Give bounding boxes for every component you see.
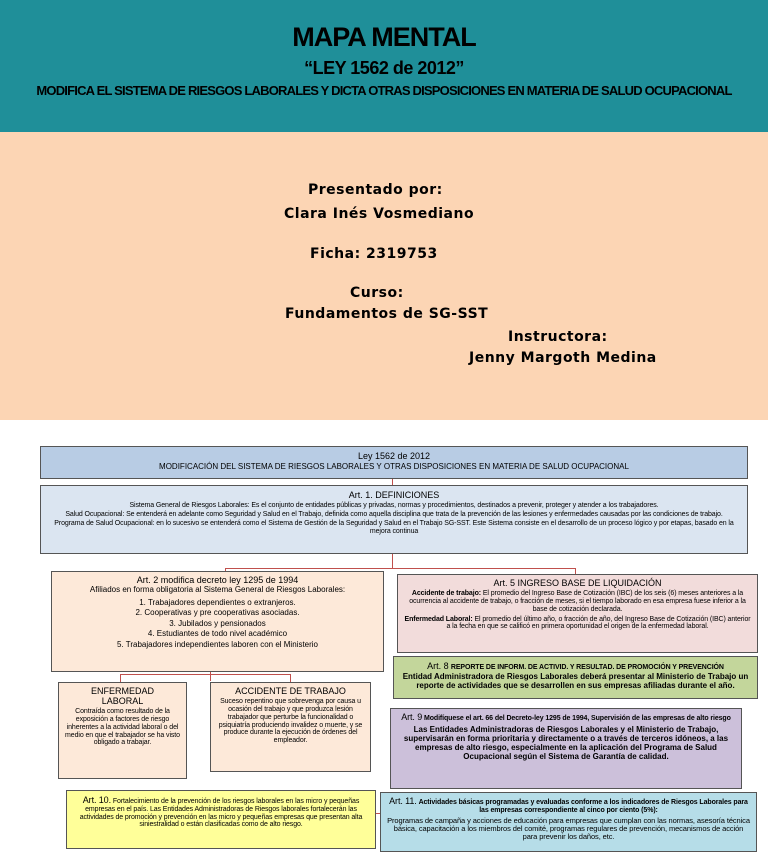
list-item: 3. Jubilados y pensionados — [169, 618, 266, 628]
page-subtitle: MODIFICA EL SISTEMA DE RIESGOS LABORALES Y DICTA OTRAS DISPOSICIONES EN MATERIA DE SALUD OCUPACIONAL — [36, 83, 732, 98]
presented-label: Presentado por: — [308, 182, 443, 198]
list-item: 4. Estudiantes de todo nivel académico — [147, 629, 288, 639]
enfermedad-laboral-node — [58, 682, 187, 779]
art5-accidente — [404, 590, 751, 613]
art9-title: Art. 9 — [401, 712, 423, 722]
art11-heading-text: Actividades básicas programadas y evaluadas conforme a los indicadores de Riesgos Laborales para las empresas correspondiente al cinco por ciento (5%): — [418, 799, 748, 814]
art11-heading — [387, 796, 750, 815]
art1-salud-ocupacional-definition: Salud Ocupacional: Se entenderá en adelante como Seguridad y Salud en el Trabajo, definida como aquella disciplina que trata de la prevención de las lesiones y enfermedades causadas por las condiciones de trabajo. — [65, 510, 723, 518]
art8-title: Art. 8 — [427, 661, 449, 671]
accidente-text: Suceso repentino que sobrevenga por causa u ocasión del trabajo y que produzca lesión trabajador que perturbe la funcionalidad o psiquiatría produciendo invalidez o muerte, y se produce durante la ejecución de órdenes del empleador. — [218, 698, 363, 745]
enfermedad-text: Contraída como resultado de la exposición a factores de riesgo inherentes a la actividad laboral o del medio en que el trabajador se ha visto obligado a trabajar. — [65, 708, 180, 747]
art5-title: Art. 5 INGRESO BASE DE LIQUIDACIÓN — [493, 578, 662, 588]
root-node — [40, 446, 748, 479]
art1-sgrl-definition: Sistema General de Riesgos Laborales: Es el conjunto de entidades públicas y privadas, normas y procedimientos, destinados a prevenir, proteger y atender a los trabajadores. — [129, 502, 659, 510]
art8-heading — [398, 661, 753, 672]
art8-node — [393, 656, 758, 699]
instructor-name: Jenny Margoth Medina — [469, 350, 657, 366]
art5-accidente-label: Accidente de trabajo: — [411, 590, 481, 598]
art2-intro: Afiliados en forma obligatoria al Sistema General de Riesgos Laborales: — [89, 585, 346, 595]
root-title: Ley 1562 de 2012 — [357, 451, 431, 461]
title-banner — [0, 0, 768, 132]
art10-text: Fortalecimiento de la prevención de los riesgos laborales en las micro y pequeñas empresas en el país. Las Entidades Administradoras de Riesgos laborales fortalecerán las actividades de promoción y prevención en las micro y pequeñas empresas que presentan alta siniestralidad o están clasificadas como de alto riesgo. — [79, 798, 363, 829]
art5-enfermedad-label: Enfermedad Laboral: — [404, 615, 473, 623]
art2-node — [51, 571, 384, 672]
art5-accidente-text: El promedio del Ingreso Base de Cotización (IBC) de los seis (6) meses anteriores a la ocurrencia al accidente de trabajo, o fracción de meses, si el tiempo laborado en esa empresa fuese inferior a la base de cotización declarada. — [409, 590, 746, 613]
art11-title: Art. 11. — [389, 796, 417, 806]
art9-text: Las Entidades Administradoras de Riesgos Laborales y el Ministerio de Trabajo, supervisarán en forma prioritaria y directamente o a través de terceros idóneos, a las empresas de alto riesgo, especialmente en la aplicación del Programa de Salud Ocupacional según el Sistema de Garantía de calidad. — [403, 724, 729, 761]
art11-text: Programas de campaña y acciones de educación para empresas que cumplan con las normas, asesoría técnica básica, capacitación a los miembros del comité, programas regulares de prevención, mecanismos de acción para prevenir los daños, etc. — [387, 815, 750, 842]
art9-heading-text: Modifíquese el art. 66 del Decreto-ley 1295 de 1994, Supervisión de las empresas de alto riesgo — [423, 715, 731, 722]
art8-text: Entidad Administradora de Riesgos Laborales deberá presentar al Ministerio de Trabajo un reporte de actividades que se desarrollen en sus empresas afiliadas durante el año. — [402, 671, 749, 690]
art10-title: Art. 10. — [82, 795, 111, 805]
art8-heading-text: REPORTE DE INFORM. DE ACTIVID. Y RESULTAD. DE PROMOCIÓN Y PREVENCIÓN — [450, 664, 724, 671]
root-subtitle: MODIFICACIÓN DEL SISTEMA DE RIESGOS LABORALES Y OTRAS DISPOSICIONES EN MATERIA DE SALUD OCUPACIONAL — [159, 462, 629, 472]
art9-node — [390, 708, 742, 789]
art1-programa-definition: Programa de Salud Ocupacional: en lo sucesivo se entenderá como el Sistema de Gestión de la Seguridad y Salud en el Trabajo SG-SST. Este Sistema consiste en el desarrollo de un proceso lógico y por etapas, basado en la mejora continua — [54, 519, 734, 535]
connector-enfermedad — [120, 674, 121, 682]
accidente-trabajo-node — [210, 682, 371, 772]
law-title: “LEY 1562 de 2012” — [304, 58, 464, 78]
list-item: 1. Trabajadores dependientes o extranjeros. — [139, 598, 296, 608]
connector-accidente — [290, 674, 291, 682]
list-item: 5. Trabajadores independientes laboren con el Ministerio — [116, 639, 318, 649]
connector-root-art1 — [392, 478, 393, 485]
art9-heading — [397, 712, 735, 723]
connector-horizontal — [225, 568, 575, 569]
art10-content — [73, 795, 369, 829]
accidente-title: ACCIDENTE DE TRABAJO — [235, 686, 346, 696]
ficha-number: Ficha: 2319753 — [310, 246, 438, 262]
art2-title: Art. 2 modifica decreto ley 1295 de 1994 — [136, 575, 299, 585]
affiliates-list — [52, 598, 383, 650]
art5-enfermedad — [404, 616, 751, 632]
instructor-label: Instructora: — [508, 329, 608, 345]
art10-node — [66, 790, 376, 849]
author-name: Clara Inés Vosmediano — [284, 206, 475, 222]
course-label: Curso: — [350, 285, 404, 301]
connector-art2-children — [120, 674, 290, 675]
connector-art1-down — [392, 554, 393, 568]
art5-enfermedad-text: El promedio del último año, o fracción de año, del Ingreso Base de Cotización (IBC) anterior a la fecha en que se calificó en primera oportunidad el origen de la enfermedad laboral. — [446, 615, 751, 631]
page-title: MAPA MENTAL — [292, 22, 476, 52]
art11-node — [380, 792, 757, 852]
art1-node — [40, 485, 748, 554]
author-info-panel — [0, 132, 768, 420]
course-name: Fundamentos de SG-SST — [285, 306, 489, 322]
mind-map — [0, 432, 768, 866]
art1-title: Art. 1. DEFINICIONES — [348, 490, 440, 500]
enfermedad-title: ENFERMEDAD LABORAL — [90, 686, 154, 707]
art5-node — [397, 574, 758, 653]
list-item: 2. Cooperativas y pre cooperativas asociadas. — [135, 608, 300, 618]
